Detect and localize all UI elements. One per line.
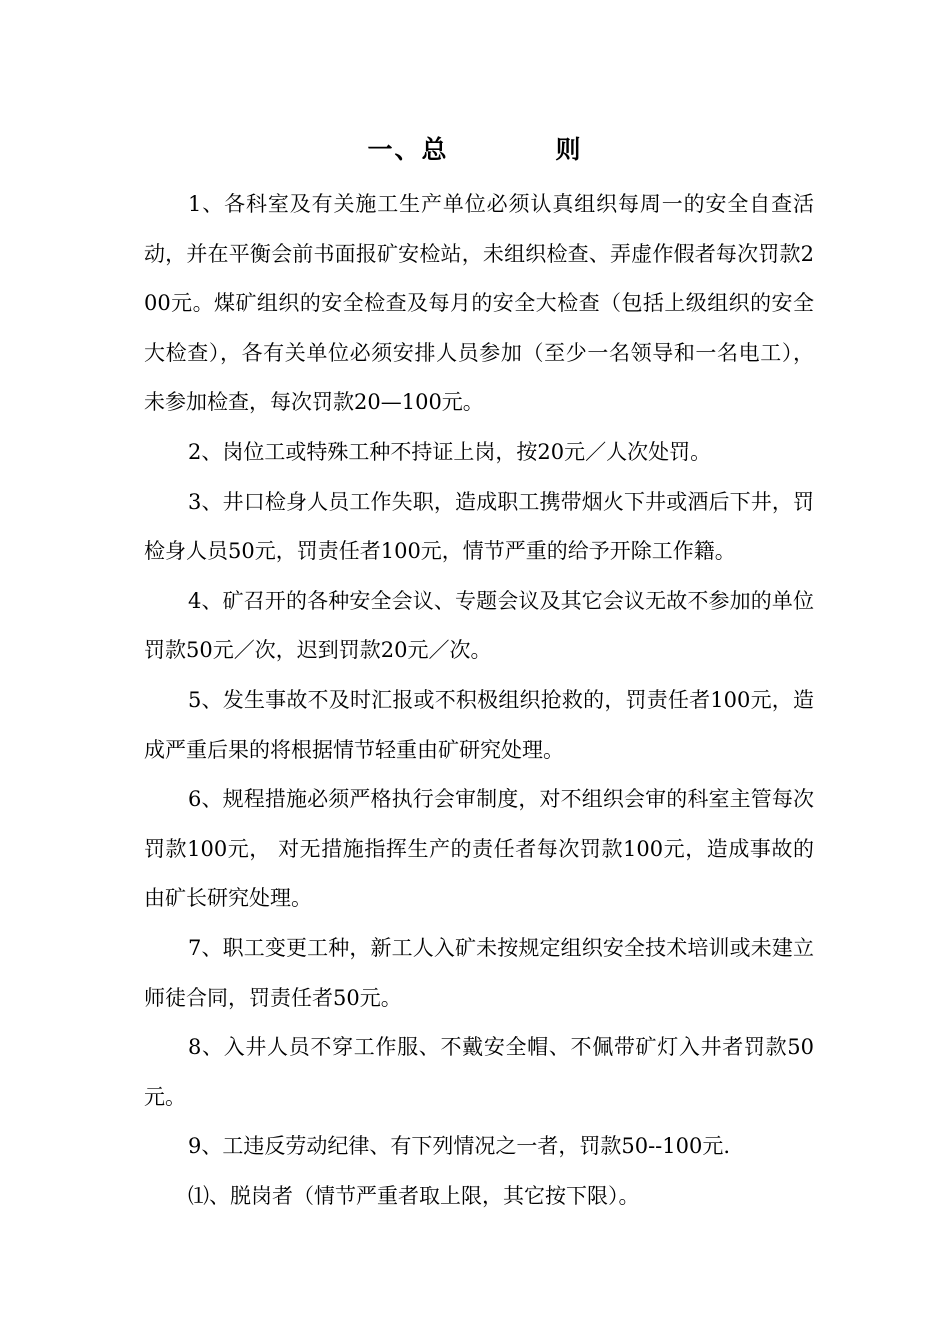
paragraph-1: 1、各科室及有关施工生产单位必须认真组织每周一的安全自查活动，并在平衡会前书面报矿安检站，未组织检查、弄虚作假者每次罚款200元。煤矿组织的安全检查及每月的安全大检查（包括上级组织的安全大检查），各有关单位必须安排人员参加（至少一名领导和一名电工），未参加检查，每次罚款20—100元。 <box>144 192 814 415</box>
sub-item-1: ⑴、脱岗者（情节严重者取上限，其它按下限）。 <box>188 1183 640 1208</box>
paragraph-8: 8、入井人员不穿工作服、不戴安全帽、不佩带矿灯入井者罚款50元。 <box>144 1035 814 1109</box>
paragraph-7: 7、职工变更工种，新工人入矿未按规定组织安全技术培训或未建立师徒合同，罚责任者50元。 <box>144 935 814 1010</box>
paragraph-3: 3、井口检身人员工作失职，造成职工携带烟火下井或酒后下井，罚检身人员50元，罚责任者100元，情节严重的给予开除工作籍。 <box>144 489 814 564</box>
document-body <box>144 180 814 1221</box>
paragraph-9: 9、工违反劳动纪律、有下列情况之一者，罚款50--100元. <box>188 1134 731 1159</box>
paragraph-5: 5、发生事故不及时汇报或不积极组织抢救的，罚责任者100元，造成严重后果的将根据情节轻重由矿研究处理。 <box>144 687 814 762</box>
paragraph-6: 6、规程措施必须严格执行会审制度，对不组织会审的科室主管每次罚款100元， 对无措施指挥生产的责任者每次罚款100元，造成事故的由矿长研究处理。 <box>144 787 814 911</box>
section-title: 一、总 则 <box>367 135 583 164</box>
paragraph-4: 4、矿召开的各种安全会议、专题会议及其它会议无故不参加的单位罚款50元／次，迟到罚款20元／次。 <box>144 588 814 663</box>
paragraph-2: 2、岗位工或特殊工种不持证上岗，按20元／人次处罚。 <box>188 439 712 464</box>
